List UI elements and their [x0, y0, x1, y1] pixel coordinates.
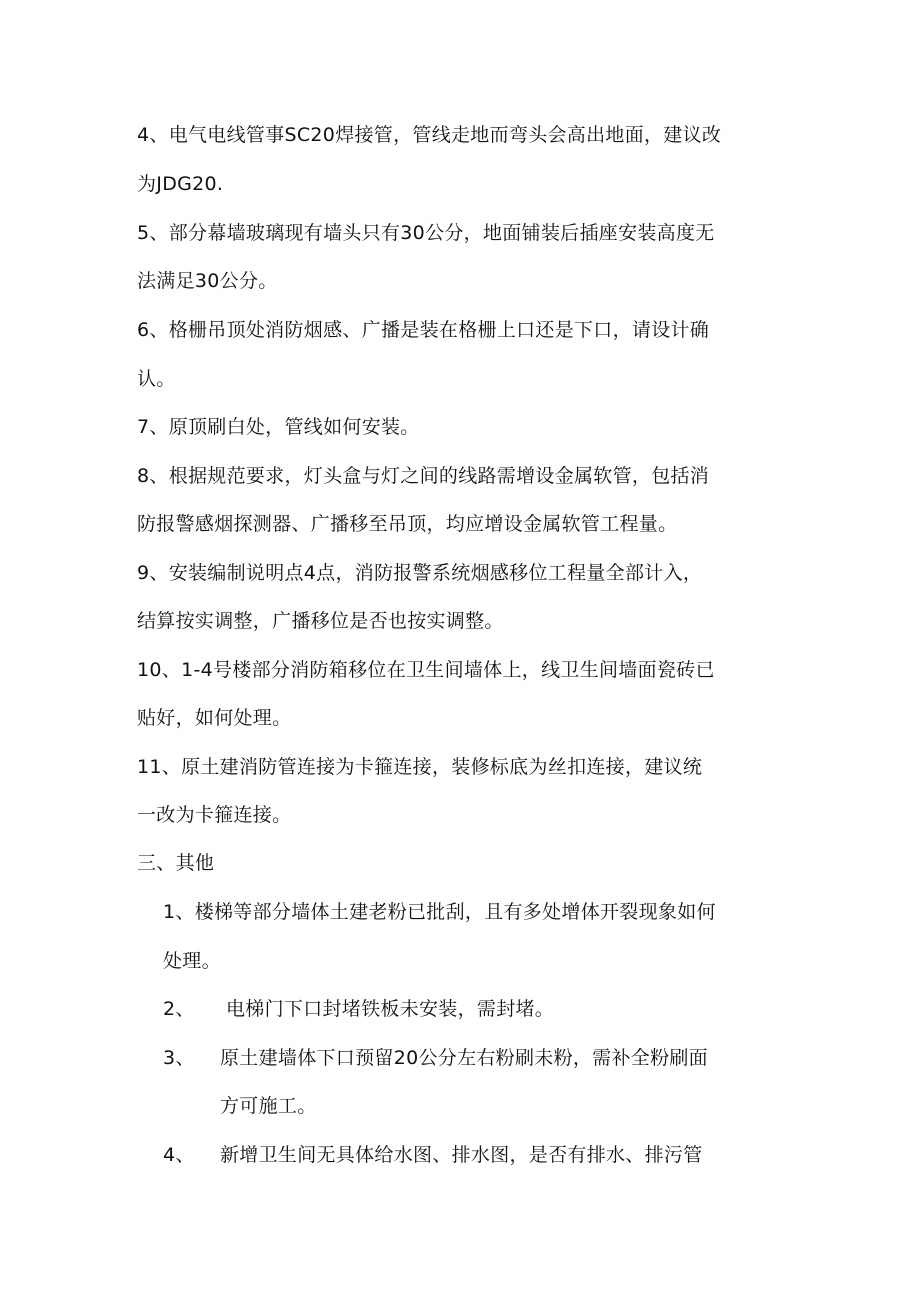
item-5-line-2: 法满足30公分。 [137, 270, 278, 292]
other-item-3-line-2: 方可施工。 [220, 1095, 317, 1117]
item-10-line-2: 贴好，如何处理。 [137, 707, 292, 729]
other-item-2-number: 2、 [163, 998, 195, 1020]
item-8-line-1: 8、根据规范要求，灯头盒与灯之间的线路需增设金属软管，包括消 [137, 465, 710, 487]
item-8-line-2: 防报警感烟探测器、广播移至吊顶，均应增设金属软管工程量。 [137, 513, 678, 535]
item-11-line-1: 11、原土建消防管连接为卡箍连接，装修标底为丝扣连接，建议统 [137, 756, 703, 778]
item-10-line-1: 10、1-4号楼部分消防箱移位在卫生间墙体上，线卫生间墙面瓷砖已 [137, 659, 715, 681]
other-item-2-text: 电梯门下口封堵铁板未安装，需封堵。 [226, 998, 555, 1020]
section-heading: 三、其他 [137, 852, 215, 874]
other-item-4-text: 新增卫生间无具体给水图、排水图，是否有排水、排污管 [220, 1144, 703, 1166]
other-item-1-line-1: 1、楼梯等部分墙体土建老粉已批刮，且有多处增体开裂现象如何 [163, 901, 716, 923]
item-4-line-1: 4、电气电线管事SC20焊接管，管线走地而弯头会高出地面，建议改 [137, 124, 722, 146]
other-item-4-number: 4、 [163, 1144, 195, 1166]
other-item-3-text: 原土建墙体下口预留20公分左右粉刷未粉，需补全粉刷面 [220, 1047, 708, 1069]
other-item-1-line-2: 处理。 [163, 950, 221, 972]
item-9-line-1: 9、安装编制说明点4点，消防报警系统烟感移位工程量全部计入， [137, 562, 703, 584]
item-6-line-2: 认。 [137, 368, 176, 390]
item-11-line-2: 一改为卡箍连接。 [137, 804, 292, 826]
item-4-line-2: 为JDG20. [137, 173, 224, 195]
item-7-line-1: 7、原顶刷白处，管线如何安装。 [137, 416, 420, 438]
item-6-line-1: 6、格栅吊顶处消防烟感、广播是装在格栅上口还是下口，请设计确 [137, 319, 710, 341]
item-9-line-2: 结算按实调整，广播移位是否也按实调整。 [137, 610, 504, 632]
other-item-3-number: 3、 [163, 1047, 195, 1069]
item-5-line-1: 5、部分幕墙玻璃现有墙头只有30公分，地面铺装后插座安装高度无 [137, 222, 715, 244]
